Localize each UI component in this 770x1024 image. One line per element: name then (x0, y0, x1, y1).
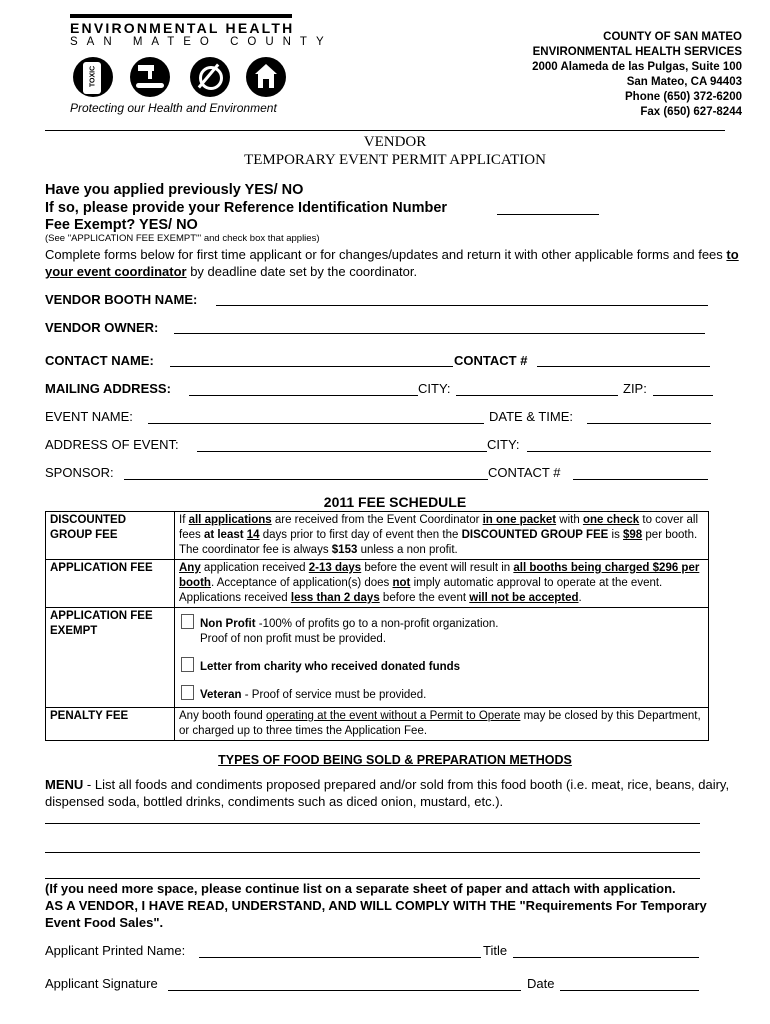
text: are received from the Event Coordinator (271, 514, 483, 526)
text: Any booth found (179, 710, 266, 722)
agency-line: Fax (650) 627-8244 (640, 106, 742, 118)
penalty-fee-label: PENALTY FEE (46, 708, 175, 741)
applied-previously-question: Have you applied previously YES/ NO (45, 182, 304, 198)
charity-label: Letter from charity who received donated funds (200, 661, 461, 673)
discounted-fee-text (175, 512, 709, 560)
toxic-drum-icon: TOXIC (73, 57, 113, 97)
agency-address (532, 30, 742, 120)
contact-number-label: CONTACT # (454, 353, 528, 368)
city-label: CITY: (418, 381, 451, 396)
event-address-label: ADDRESS OF EVENT: (45, 437, 179, 452)
agency-line: San Mateo, CA 94403 (626, 76, 742, 88)
text: is (608, 529, 624, 541)
date-label: Date (527, 976, 555, 991)
instructions-emphasis: to your event coordinator (45, 247, 739, 279)
text-emphasis: not (392, 577, 411, 589)
penalty-fee-text (175, 708, 709, 741)
menu-label: MENU (45, 777, 84, 792)
text: imply automatic approval to operate at the event. Applications received (179, 577, 663, 604)
contact-name-label: CONTACT NAME: (45, 353, 154, 368)
food-plate-icon (190, 57, 230, 97)
title-field[interactable] (513, 957, 699, 958)
nonprofit-label: Non Profit (200, 618, 256, 630)
sponsor-contact-field[interactable] (573, 479, 708, 480)
text-emphasis: Any (179, 562, 201, 574)
title-label: Title (483, 943, 508, 958)
nonprofit-text: -100% of profits go to a non-profit organization. (255, 618, 499, 630)
instructions-text: Complete forms below for first time applicant or for changes/updates and return it with other applicable forms and fees (45, 247, 727, 262)
text: application received (200, 562, 309, 574)
reference-id-question: If so, please provide your Reference Identification Number (45, 200, 448, 216)
nonprofit-checkbox[interactable] (181, 614, 194, 629)
water-tap-icon (130, 57, 170, 97)
fee-exempt-question: Fee Exempt? YES/ NO (45, 217, 198, 233)
sponsor-contact-label: CONTACT # (488, 465, 561, 480)
text-emphasis: in one packet (482, 514, 557, 526)
event-name-field[interactable] (148, 423, 484, 424)
zip-label: ZIP: (623, 381, 647, 396)
menu-instructions (45, 776, 745, 810)
header-divider (45, 130, 725, 131)
sponsor-label: SPONSOR: (45, 465, 114, 480)
form-title: TEMPORARY EVENT PERMIT APPLICATION (244, 152, 546, 168)
charity-checkbox[interactable] (181, 657, 194, 672)
text: If (179, 514, 189, 526)
veteran-text: - Proof of service must be provided. (241, 689, 427, 701)
form-title-vendor: VENDOR (363, 134, 427, 150)
fee-schedule-title: 2011 FEE SCHEDULE (323, 494, 467, 510)
text-emphasis: DISCOUNTED GROUP FEE (461, 529, 609, 541)
mailing-address-field[interactable] (189, 395, 418, 396)
event-city-label: CITY: (487, 437, 520, 452)
text: days prior to first day of event then the (259, 529, 462, 541)
fee-exempt-note: (See "APPLICATION FEE EXEMPT"' and check box that applies) (45, 233, 320, 244)
zip-field[interactable] (653, 395, 713, 396)
printed-name-label: Applicant Printed Name: (45, 943, 186, 958)
veteran-option (181, 685, 704, 703)
menu-line-2[interactable] (45, 852, 700, 853)
vendor-agreement: AS A VENDOR, I HAVE READ, UNDERSTAND, AND WILL COMPLY WITH THE "Requirements For Temporary Event Food Sales". (45, 898, 707, 930)
date-field[interactable] (560, 990, 699, 991)
text-emphasis: will not be accepted (469, 592, 579, 604)
menu-line-3[interactable] (45, 878, 700, 879)
reference-id-field[interactable] (497, 214, 599, 215)
text: before the event (379, 592, 470, 604)
event-address-field[interactable] (197, 451, 487, 452)
logo-subtitle: SAN MATEO COUNTY (70, 36, 333, 48)
mailing-address-label: MAILING ADDRESS: (45, 381, 171, 396)
logo-tagline: Protecting our Health and Environment (70, 101, 277, 115)
fee-schedule-table (45, 511, 709, 741)
signature-field[interactable] (168, 990, 521, 991)
fee-exempt-label: APPLICATION FEE EXEMPT (46, 608, 175, 708)
text: with (556, 514, 583, 526)
booth-name-field[interactable] (216, 305, 708, 306)
veteran-label: Veteran (200, 689, 242, 701)
application-fee-text (175, 560, 709, 608)
fee-exempt-row (46, 608, 709, 708)
text: per booth. The coordinator fee is always (179, 529, 698, 556)
veteran-checkbox[interactable] (181, 685, 194, 700)
text-emphasis: $153 (331, 544, 358, 556)
text: before the event will result in (361, 562, 514, 574)
date-time-label: DATE & TIME: (489, 409, 574, 424)
text-emphasis: all booths being charged $296 per booth (179, 562, 700, 589)
discounted-fee-row (46, 512, 709, 560)
booth-name-label: VENDOR BOOTH NAME: (45, 292, 198, 307)
application-fee-label: APPLICATION FEE (46, 560, 175, 608)
application-fee-row (46, 560, 709, 608)
owner-label: VENDOR OWNER: (45, 320, 159, 335)
text-emphasis: at least (203, 529, 247, 541)
charity-option (181, 657, 704, 675)
signature-label: Applicant Signature (45, 976, 158, 991)
logo-title: ENVIRONMENTAL HEALTH (70, 20, 295, 36)
city-field[interactable] (456, 395, 618, 396)
owner-field[interactable] (174, 333, 705, 334)
text-emphasis: one check (582, 514, 640, 526)
menu-line-1[interactable] (45, 823, 700, 824)
event-city-field[interactable] (527, 451, 711, 452)
printed-name-field[interactable] (199, 957, 481, 958)
agency-line: ENVIRONMENTAL HEALTH SERVICES (532, 46, 742, 58)
text-emphasis: all applications (188, 514, 272, 526)
more-space-note: (If you need more space, please continue list on a separate sheet of paper and attach with application. (45, 881, 676, 896)
text: may be closed by this Department, or charged up to three times the Application Fee. (179, 710, 701, 737)
agency-line: Phone (650) 372-6200 (625, 91, 742, 103)
text-emphasis: operating at the event without a Permit to Operate (265, 710, 521, 722)
text: unless a non profit. (357, 544, 458, 556)
discounted-fee-label: DISCOUNTED GROUP FEE (46, 512, 175, 560)
contact-name-field[interactable] (170, 366, 453, 367)
text-emphasis: 14 (246, 529, 260, 541)
instructions (45, 246, 745, 280)
instructions-text-end: by deadline date set by the coordinator. (186, 264, 418, 279)
menu-text: - List all foods and condiments proposed prepared and/or sold from this food booth (i.e. meat, rice, beans, dairy, dispensed soda, bottled drinks, condiments such as diced onion, mustard, etc.). (45, 777, 730, 809)
sponsor-field[interactable] (124, 479, 488, 480)
text: . (578, 592, 582, 604)
agency-line: COUNTY OF SAN MATEO (603, 31, 742, 43)
nonprofit-option (181, 614, 704, 632)
house-icon (246, 57, 286, 97)
text-emphasis: 2-13 days (308, 562, 362, 574)
text: to cover all fees (179, 514, 699, 541)
fee-exempt-options (175, 608, 709, 708)
text: . Acceptance of application(s) does (210, 577, 393, 589)
penalty-fee-row (46, 708, 709, 741)
event-name-label: EVENT NAME: (45, 409, 133, 424)
food-types-title: TYPES OF FOOD BEING SOLD & PREPARATION METHODS (218, 753, 572, 767)
text-emphasis: $98 (623, 529, 643, 541)
nonprofit-proof: Proof of non profit must be provided. (200, 633, 387, 645)
logo-bar (70, 14, 292, 18)
contact-number-field[interactable] (537, 366, 710, 367)
agency-line: 2000 Alameda de las Pulgas, Suite 100 (532, 61, 742, 73)
text-emphasis: less than 2 days (290, 592, 380, 604)
date-time-field[interactable] (587, 423, 711, 424)
